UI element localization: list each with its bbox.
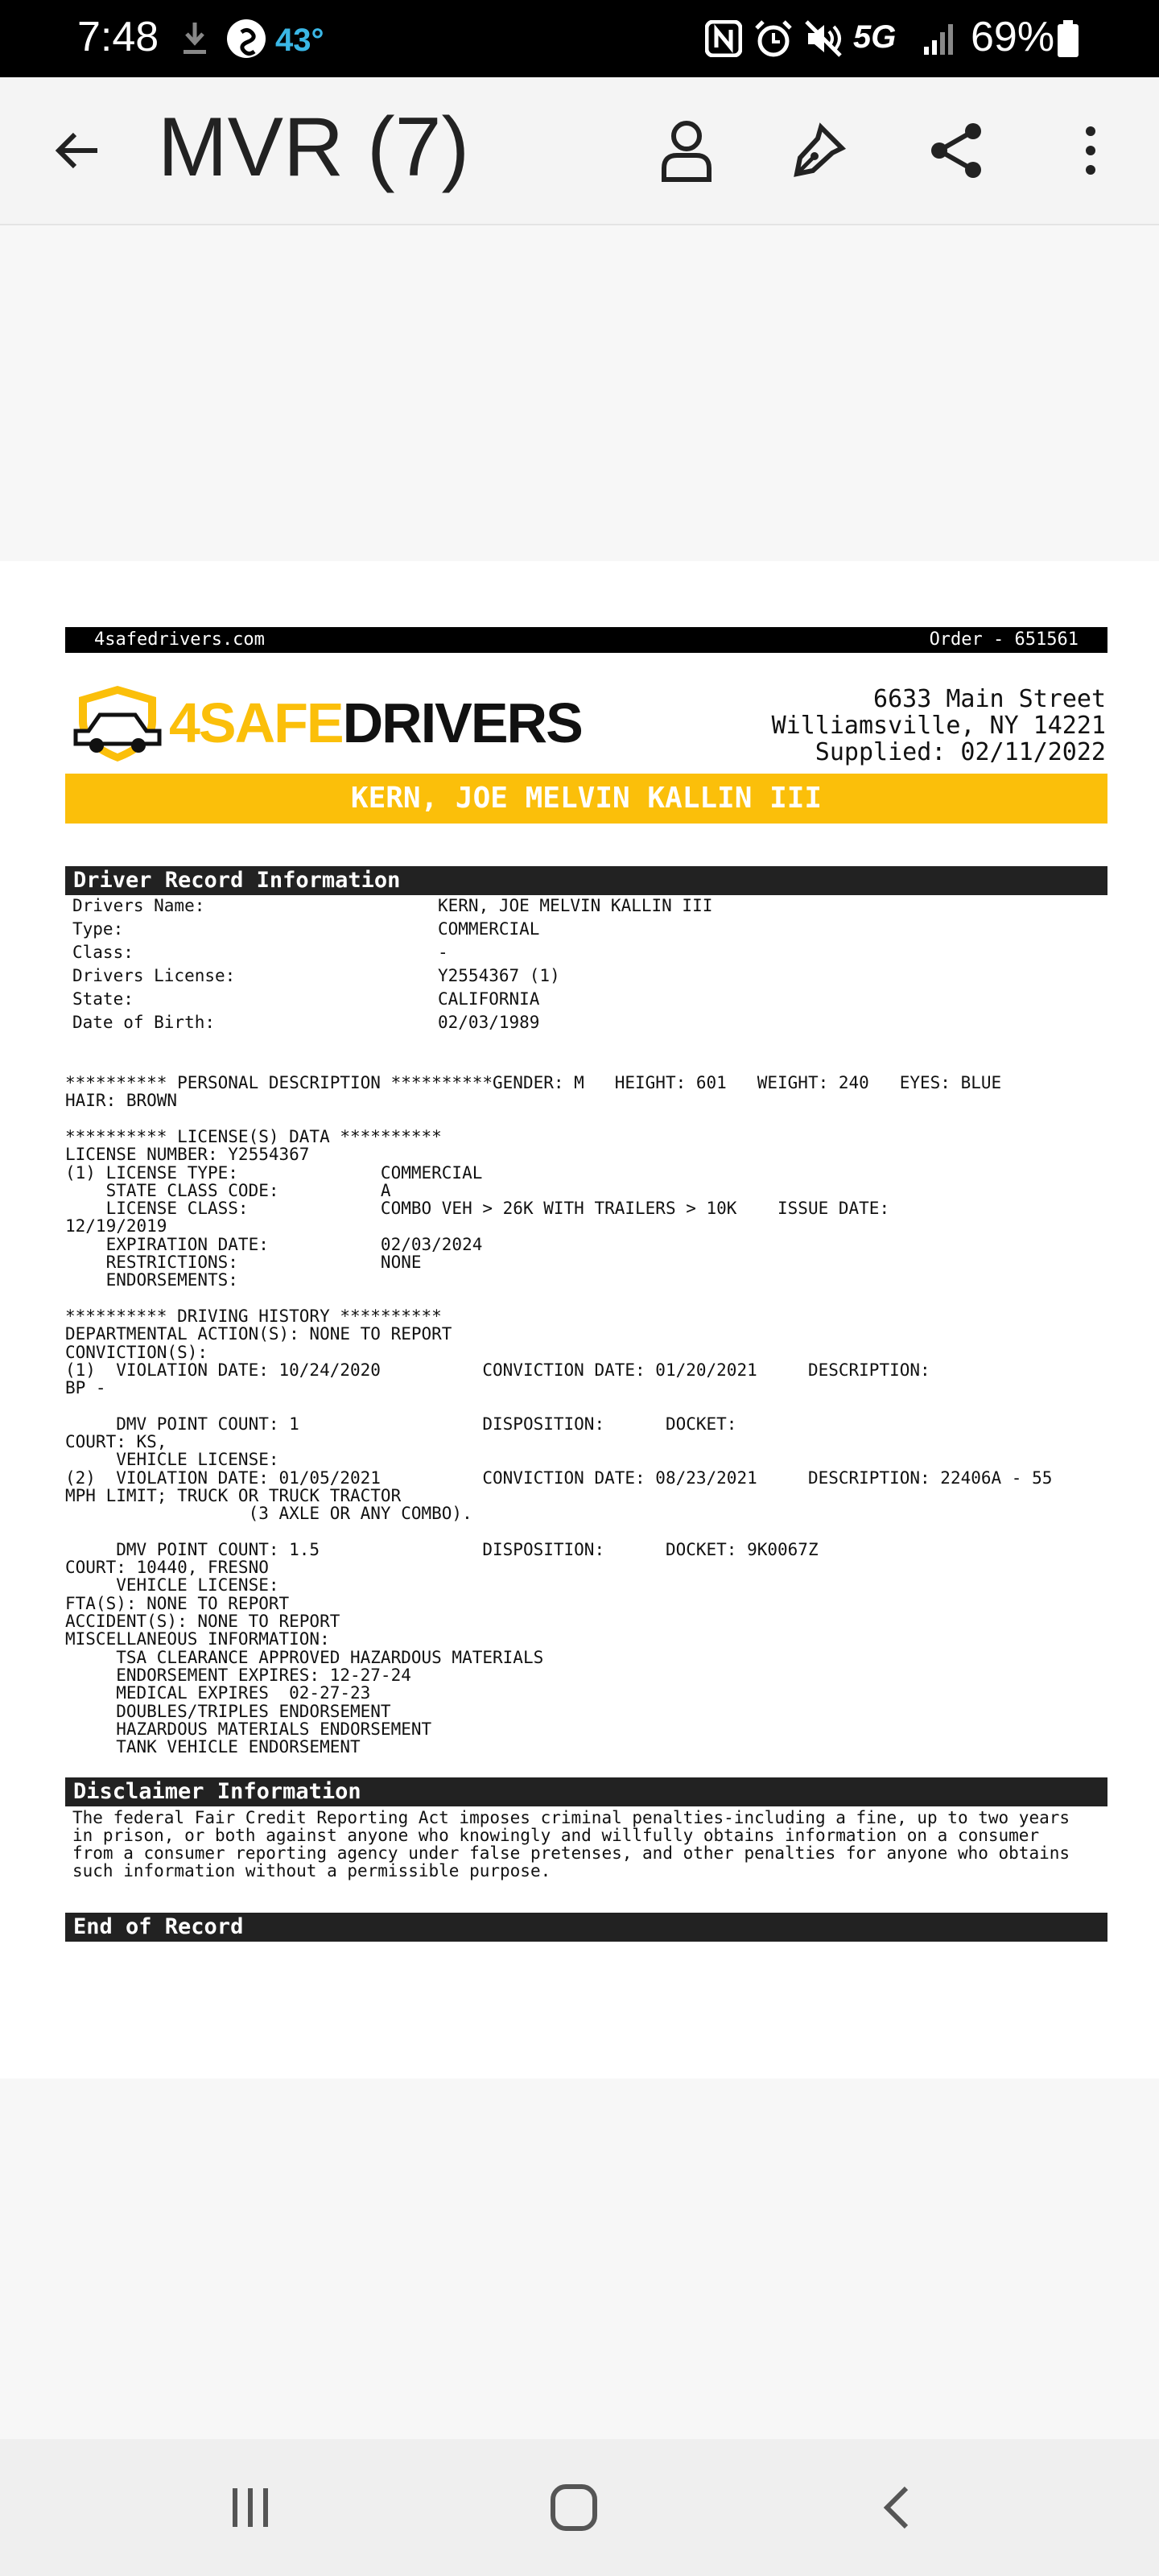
field-value: Y2554367 (1) [438,966,560,985]
record-line: TSA CLEARANCE APPROVED HAZARDOUS MATERIALS [65,1647,544,1667]
more-vert-icon[interactable] [1046,106,1135,195]
share-icon[interactable] [913,106,1001,195]
mute-icon [803,18,843,60]
record-line: ENDORSEMENTS: [65,1270,238,1290]
record-line: RESTRICTIONS: NONE [65,1253,422,1272]
driver-name-banner: KERN, JOE MELVIN KALLIN III [65,774,1107,824]
field-label: Drivers License: [72,966,236,985]
site-url: 4safedrivers.com [94,630,265,650]
nfc-icon [705,18,742,60]
document-header-strip [65,627,1107,653]
record-line: VEHICLE LICENSE: [65,1450,279,1470]
alarm-icon [753,18,794,60]
disclaimer-line: The federal Fair Credit Reporting Act imposes criminal penalties-including a fine, up to two years [72,1808,1070,1827]
field-value: CALIFORNIA [438,989,540,1009]
record-line: HAIR: BROWN [65,1091,178,1111]
battery-icon [1056,18,1080,60]
record-line: EXPIRATION DATE: 02/03/2024 [65,1234,483,1254]
network-type: 5G [853,19,897,55]
battery-percent: 69% [971,14,1055,60]
record-line: ENDORSEMENT EXPIRES: 12-27-24 [65,1665,411,1685]
record-line: (1) LICENSE TYPE: COMMERCIAL [65,1162,483,1183]
record-line: (2) VIOLATION DATE: 01/05/2021 CONVICTION DATE: 08/23/2021 DESCRIPTION: 22406A - 55 [65,1468,1053,1488]
record-line: CONVICTION(S): [65,1342,208,1362]
record-line: DMV POINT COUNT: 1 DISPOSITION: DOCKET: [65,1414,737,1434]
download-icon [179,18,211,60]
disclaimer-line: such information without a permissible purpose. [72,1861,551,1880]
record-line: ********** LICENSE(S) DATA ********** [65,1126,442,1146]
back-arrow-icon[interactable] [32,106,121,195]
navigation-bar [0,2439,1159,2576]
record-line: LICENSE NUMBER: Y2554367 [65,1145,310,1165]
viewer-background-bottom [0,2079,1159,2439]
viewer-background [0,225,1159,561]
disclaimer-section-title: Disclaimer Information [65,1777,1107,1806]
status-bar [0,0,1159,77]
record-line: LICENSE CLASS: COMBO VEH > 26K WITH TRAILERS > 10K ISSUE DATE: [65,1199,890,1219]
app-bar [0,77,1159,225]
status-time: 7:48 [77,14,159,60]
record-line: VEHICLE LICENSE: [65,1575,279,1596]
shazam-icon [225,18,267,60]
temperature: 43° [275,23,324,58]
disclaimer-line: in prison, or both against anyone who knowingly and willfully obtains information on a consumer [72,1826,1040,1845]
record-line: ********** PERSONAL DESCRIPTION **********GENDER: M HEIGHT: 601 WEIGHT: 240 EYES: BLUE [65,1073,1002,1092]
field-label: Type: [72,919,124,939]
record-line: FTA(S): NONE TO REPORT [65,1593,290,1613]
recents-icon[interactable] [214,2471,287,2544]
order-number: Order - 651561 [929,630,1079,650]
record-line: ACCIDENT(S): NONE TO REPORT [65,1612,340,1631]
field-label: Date of Birth: [72,1013,216,1032]
record-line: STATE CLASS CODE: A [65,1180,391,1200]
field-value: 02/03/1989 [438,1013,540,1032]
field-value: - [438,943,448,962]
person-icon[interactable] [642,106,731,195]
field-label: Class: [72,943,134,962]
record-line: MEDICAL EXPIRES 02-27-23 [65,1683,371,1703]
address-line-1: 6633 Main Street [873,685,1106,713]
end-of-record-title: End of Record [65,1913,1107,1942]
disclaimer-line: from a consumer reporting agency under false pretenses, and other penalties for anyone who obtains [72,1843,1070,1863]
record-line: 12/19/2019 [65,1216,167,1236]
record-line: BP - [65,1378,106,1398]
field-label: Drivers Name: [72,896,205,915]
driver-record-section-title: Driver Record Information [65,866,1107,895]
record-line: ********** DRIVING HISTORY ********** [65,1306,442,1326]
record-line: HAZARDOUS MATERIALS ENDORSEMENT [65,1719,432,1739]
signal-icon [922,18,958,60]
back-icon[interactable] [861,2471,934,2544]
field-value: KERN, JOE MELVIN KALLIN III [438,896,713,915]
record-line: DMV POINT COUNT: 1.5 DISPOSITION: DOCKET: 9K0067Z [65,1539,819,1559]
supplied-date: Supplied: 02/11/2022 [815,738,1106,766]
record-line: DOUBLES/TRIPLES ENDORSEMENT [65,1701,391,1721]
logo-prefix: 4SAFE [169,691,343,754]
page-title: MVR (7) [158,101,470,194]
record-line: MPH LIMIT; TRUCK OR TRUCK TRACTOR [65,1485,402,1505]
record-line: MISCELLANEOUS INFORMATION: [65,1629,330,1649]
home-icon[interactable] [538,2471,610,2544]
record-line: (3 AXLE OR ANY COMBO). [65,1504,472,1524]
field-value: COMMERCIAL [438,919,540,939]
pen-icon[interactable] [774,106,863,195]
address-line-2: Williamsville, NY 14221 [771,712,1106,740]
record-line: COURT: 10440, FRESNO [65,1558,269,1578]
record-line: DEPARTMENTAL ACTION(S): NONE TO REPORT [65,1324,452,1344]
record-line: (1) VIOLATION DATE: 10/24/2020 CONVICTION DATE: 01/20/2021 DESCRIPTION: [65,1360,930,1380]
record-line: TANK VEHICLE ENDORSEMENT [65,1737,361,1757]
logo-text [169,691,582,755]
logo-suffix: DRIVERS [342,691,582,754]
record-line: COURT: KS, [65,1432,167,1451]
field-label: State: [72,989,134,1009]
logo-car-icon [72,683,163,766]
